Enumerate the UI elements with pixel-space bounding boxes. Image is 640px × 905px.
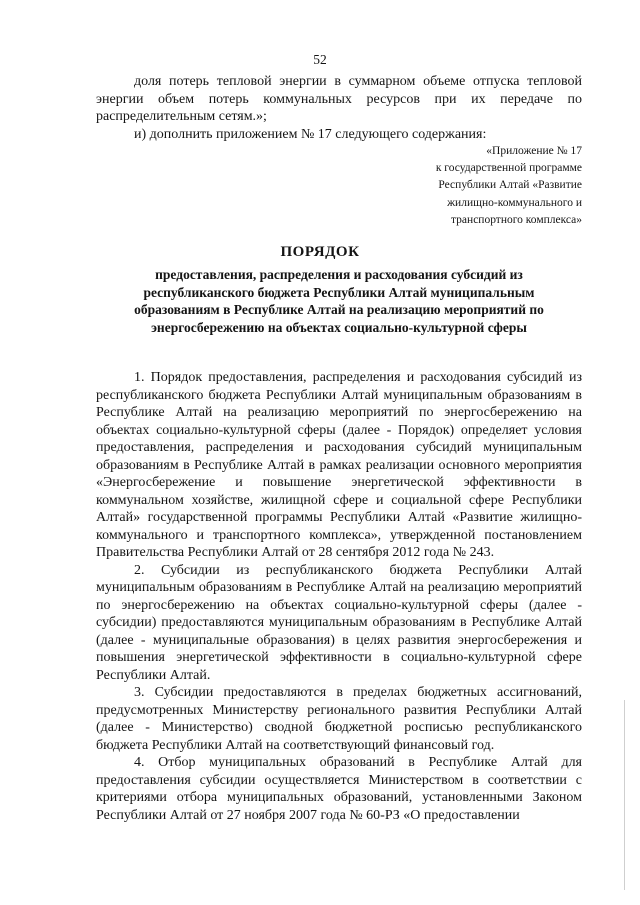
paragraph-3: 3. Субсидии предоставляются в пределах бюджетных ассигнований, предусмотренных Министерству регионального развития Республики Алтай (далее - Министерство) сводной бюджетной росписью республиканского бюджета Республики Алтай на соответствующий финансовый год. [96, 685, 582, 753]
body-text [96, 369, 582, 824]
paragraph-1: 1. Порядок предоставления, распределения и расходования субсидий из республиканского бюджета Республики Алтай муниципальным образованиям в Республике Алтай на реализацию мероприятий по энергосбережению на объектах социально-культурной сферы (далее - Порядок) определяет условия предоставления, распределения и расходования субсидий муниципальным образованиям в Республике Алтай в рамках реализации основного мероприятия «Энергосбережение и повышение энергетической эффективности в коммунальном хозяйстве, жилищной сфере и социальной сфере Республики Алтай» государственной программы Республики Алтай «Развитие жилищно-коммунального и транспортного комплекса», утвержденной постановлением Правительства Республики Алтай от 28 сентября 2012 года № 243. [96, 370, 582, 560]
page-number: 52 [313, 52, 327, 67]
appendix-note-line: Республики Алтай «Развитие [438, 179, 582, 192]
appendix-note-line: к государственной программе [435, 162, 582, 175]
document-title: ПОРЯДОК [280, 244, 360, 260]
appendix-note-line: транспортного комплекса» [451, 213, 582, 226]
subtitle-line: образованиям в Республике Алтай на реализацию мероприятий по [134, 302, 544, 317]
paragraph-2: 2. Субсидии из республиканского бюджета Республики Алтай муниципальным образованиям в Республике Алтай на реализацию мероприятий по энергосбережению на объектах социально-культурной сферы (далее - субсидии) предоставляются муниципальным образованиям в Республике Алтай (далее - муниципальные образования) в целях развития энергосбережения и повышения энергетической эффективности в социально-культурной сфере Республики Алтай. [96, 562, 582, 683]
scan-margin-line [624, 700, 629, 890]
intro-block [96, 73, 582, 143]
document-subtitle [96, 266, 582, 336]
appendix-note [372, 143, 582, 229]
subtitle-line: энергосбережению на объектах социально-культурной сферы [151, 319, 527, 335]
appendix-note-line: «Приложение № 17 [486, 145, 582, 157]
intro-item-i: и) дополнить приложением № 17 следующего содержания: [134, 126, 487, 142]
subtitle-line: предоставления, распределения и расходования субсидий из [155, 267, 523, 282]
subtitle-line: республиканского бюджета Республики Алтай муниципальным [143, 284, 535, 300]
appendix-note-line: жилищно-коммунального и [447, 196, 582, 209]
paragraph-4: 4. Отбор муниципальных образований в Республике Алтай для предоставления субсидии осуществляется Министерством в соответствии с критериями отбора муниципальных образований, установленными Законом Республики Алтай от 27 ноября 2007 года № 60-РЗ «О предоставлении [96, 755, 582, 823]
intro-continuation: доля потерь тепловой энергии в суммарном объеме отпуска тепловой энергии объем потерь коммунальных ресурсов при их передаче по распределительным сетям.»; [96, 74, 582, 124]
